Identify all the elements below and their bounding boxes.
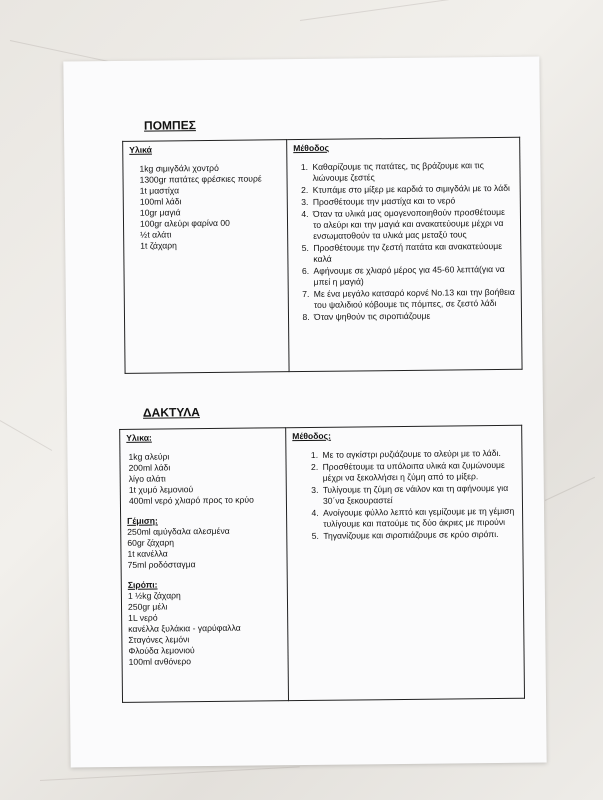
method-step: 7. Με ένα μεγάλο κατσαρό κορνέ No.13 και την βοήθεια του ψαλιδιού κόβουμε τις πόμπες, σε ζεστό λάδι xyxy=(312,287,515,311)
method-step: 6. Αφήνουμε σε χλιαρό μέρος για 45-60 λεπτά(για να μπεί η μαγιά) xyxy=(311,264,514,288)
daktyla-method-list xyxy=(292,448,516,542)
method-step: 1. Με το αγκίστρι ρυζιάζουμε το αλεύρι με το λάδι. xyxy=(320,448,515,461)
ingredient-item: λίγο αλάτι xyxy=(128,473,166,484)
filling-item: 75ml ροδόσταγμα xyxy=(127,559,196,570)
syrup-item: Σταγόνες λεμόνι xyxy=(128,634,190,645)
ingredient-item: 200ml λάδι xyxy=(128,462,171,473)
daktyla-ingredients-cell xyxy=(120,428,289,703)
marble-vein xyxy=(40,766,300,781)
marble-vein xyxy=(0,420,52,451)
marble-vein xyxy=(545,477,595,501)
ingredient-item: 1t χυμό λεμονιού xyxy=(128,484,194,495)
pompes-table xyxy=(122,137,522,374)
syrup-item: 250gr μέλι xyxy=(127,601,168,612)
syrup-item: 100ml ανθόνερο xyxy=(128,656,192,667)
ingredient-item: ½t αλάτι xyxy=(140,229,172,240)
syrup-header: Σιρόπι: xyxy=(127,579,158,590)
pompes-method-header: Μέθοδος xyxy=(293,142,330,154)
syrup-item: 1 ½kg ζάχαρη xyxy=(127,590,181,601)
method-step: 3. Τυλίγουμε τη ζύμη σε νάιλον και τη αφήνουμε για 30΄να ξεκουραστεί xyxy=(321,483,516,507)
ingredient-item: 400ml νερό χλιαρό προς το κρύο xyxy=(128,494,254,506)
method-step: 3. Προσθέτουμε την μαστίχα και το νερό xyxy=(311,195,514,208)
ingredient-item: 1300gr πατάτες φρέσκιες πουρέ xyxy=(139,173,262,185)
ingredient-item: 1kg σιμιγδάλι χοντρό xyxy=(139,162,219,174)
daktyla-title: ΔΑΚΤΥΛΑ xyxy=(142,405,200,420)
ingredient-item: 10gr μαγιά xyxy=(139,207,181,218)
filling-item: 250ml αμύγδαλα αλεσμένα xyxy=(127,525,230,537)
syrup-item: κανέλλα ξυλάκια - γαρύφαλλα xyxy=(128,622,241,634)
marble-vein xyxy=(300,0,518,21)
ingredient-item: 100gr αλεύρι φαρίνα 00 xyxy=(139,217,230,229)
filling-item: 60gr ζάχαρη xyxy=(127,537,175,548)
method-step: 1. Καθαρίζουμε τις πατάτες, τις βράζουμε και τις λιώνουμε ζεστές xyxy=(310,160,513,184)
daktyla-ingredients-header: Υλικα: xyxy=(126,432,152,443)
pompes-method-cell xyxy=(287,137,522,371)
ingredient-item: 100ml λάδι xyxy=(139,196,182,207)
daktyla-method-header: Μέθοδος: xyxy=(292,430,332,442)
ingredient-item: 1t μαστίχα xyxy=(139,185,180,196)
pompes-ingredients-header: Υλικά xyxy=(129,144,152,155)
method-step: 4. Όταν τα υλικά μας ομογενοποιηθούν προσθέτουμε το αλεύρι και την μαγιά και ανακατεύουμε μέχρι να ενσωματοθούν τα υλικά μας μεταξύ τους xyxy=(311,207,514,242)
daktyla-method-cell xyxy=(286,425,525,700)
recipe-sheet xyxy=(63,57,546,768)
method-step: 2. Προσθέτουμε τα υπόλοιπα υλικά και ζυμώνουμε μέχρι να ξεκολλήσει η ζύμη από το μίξερ. xyxy=(321,460,516,484)
syrup-item: Φλούδα λεμονιού xyxy=(128,645,195,656)
ingredient-item: 1kg αλεύρι xyxy=(128,451,170,462)
method-step: 5. Προσθέτουμε την ζεστή πατάτα και ανακατεύουμε καλά xyxy=(311,241,514,265)
method-step: 8. Όταν ψηθούν τις σιροπιάζουμε xyxy=(312,310,515,323)
filling-item: 1t κανέλλα xyxy=(127,548,168,559)
method-step: 4. Ανοίγουμε φύλλο λεπτό και γεμίζουμε με τη γέμιση τυλίγουμε και πατούμε τις δύο άκριες με πιρούνι xyxy=(321,506,516,530)
daktyla-table xyxy=(119,425,525,703)
method-step: 5. Τηγανίζουμε και σιροπιάζουμε σε κρύο σιρόπι. xyxy=(321,529,516,542)
method-step: 2. Κτυπάμε στο μίξερ με καρδιά το σιμιγδάλι με το λάδι xyxy=(311,183,514,196)
pompes-method-list xyxy=(293,160,515,323)
pompes-ingredients-cell xyxy=(123,140,289,374)
filling-header: Γέμιση: xyxy=(127,515,158,526)
pompes-title: ΠΟΜΠΕΣ xyxy=(143,118,196,133)
syrup-item: 1L νερό xyxy=(128,612,158,623)
ingredient-item: 1t ζάχαρη xyxy=(140,240,177,251)
